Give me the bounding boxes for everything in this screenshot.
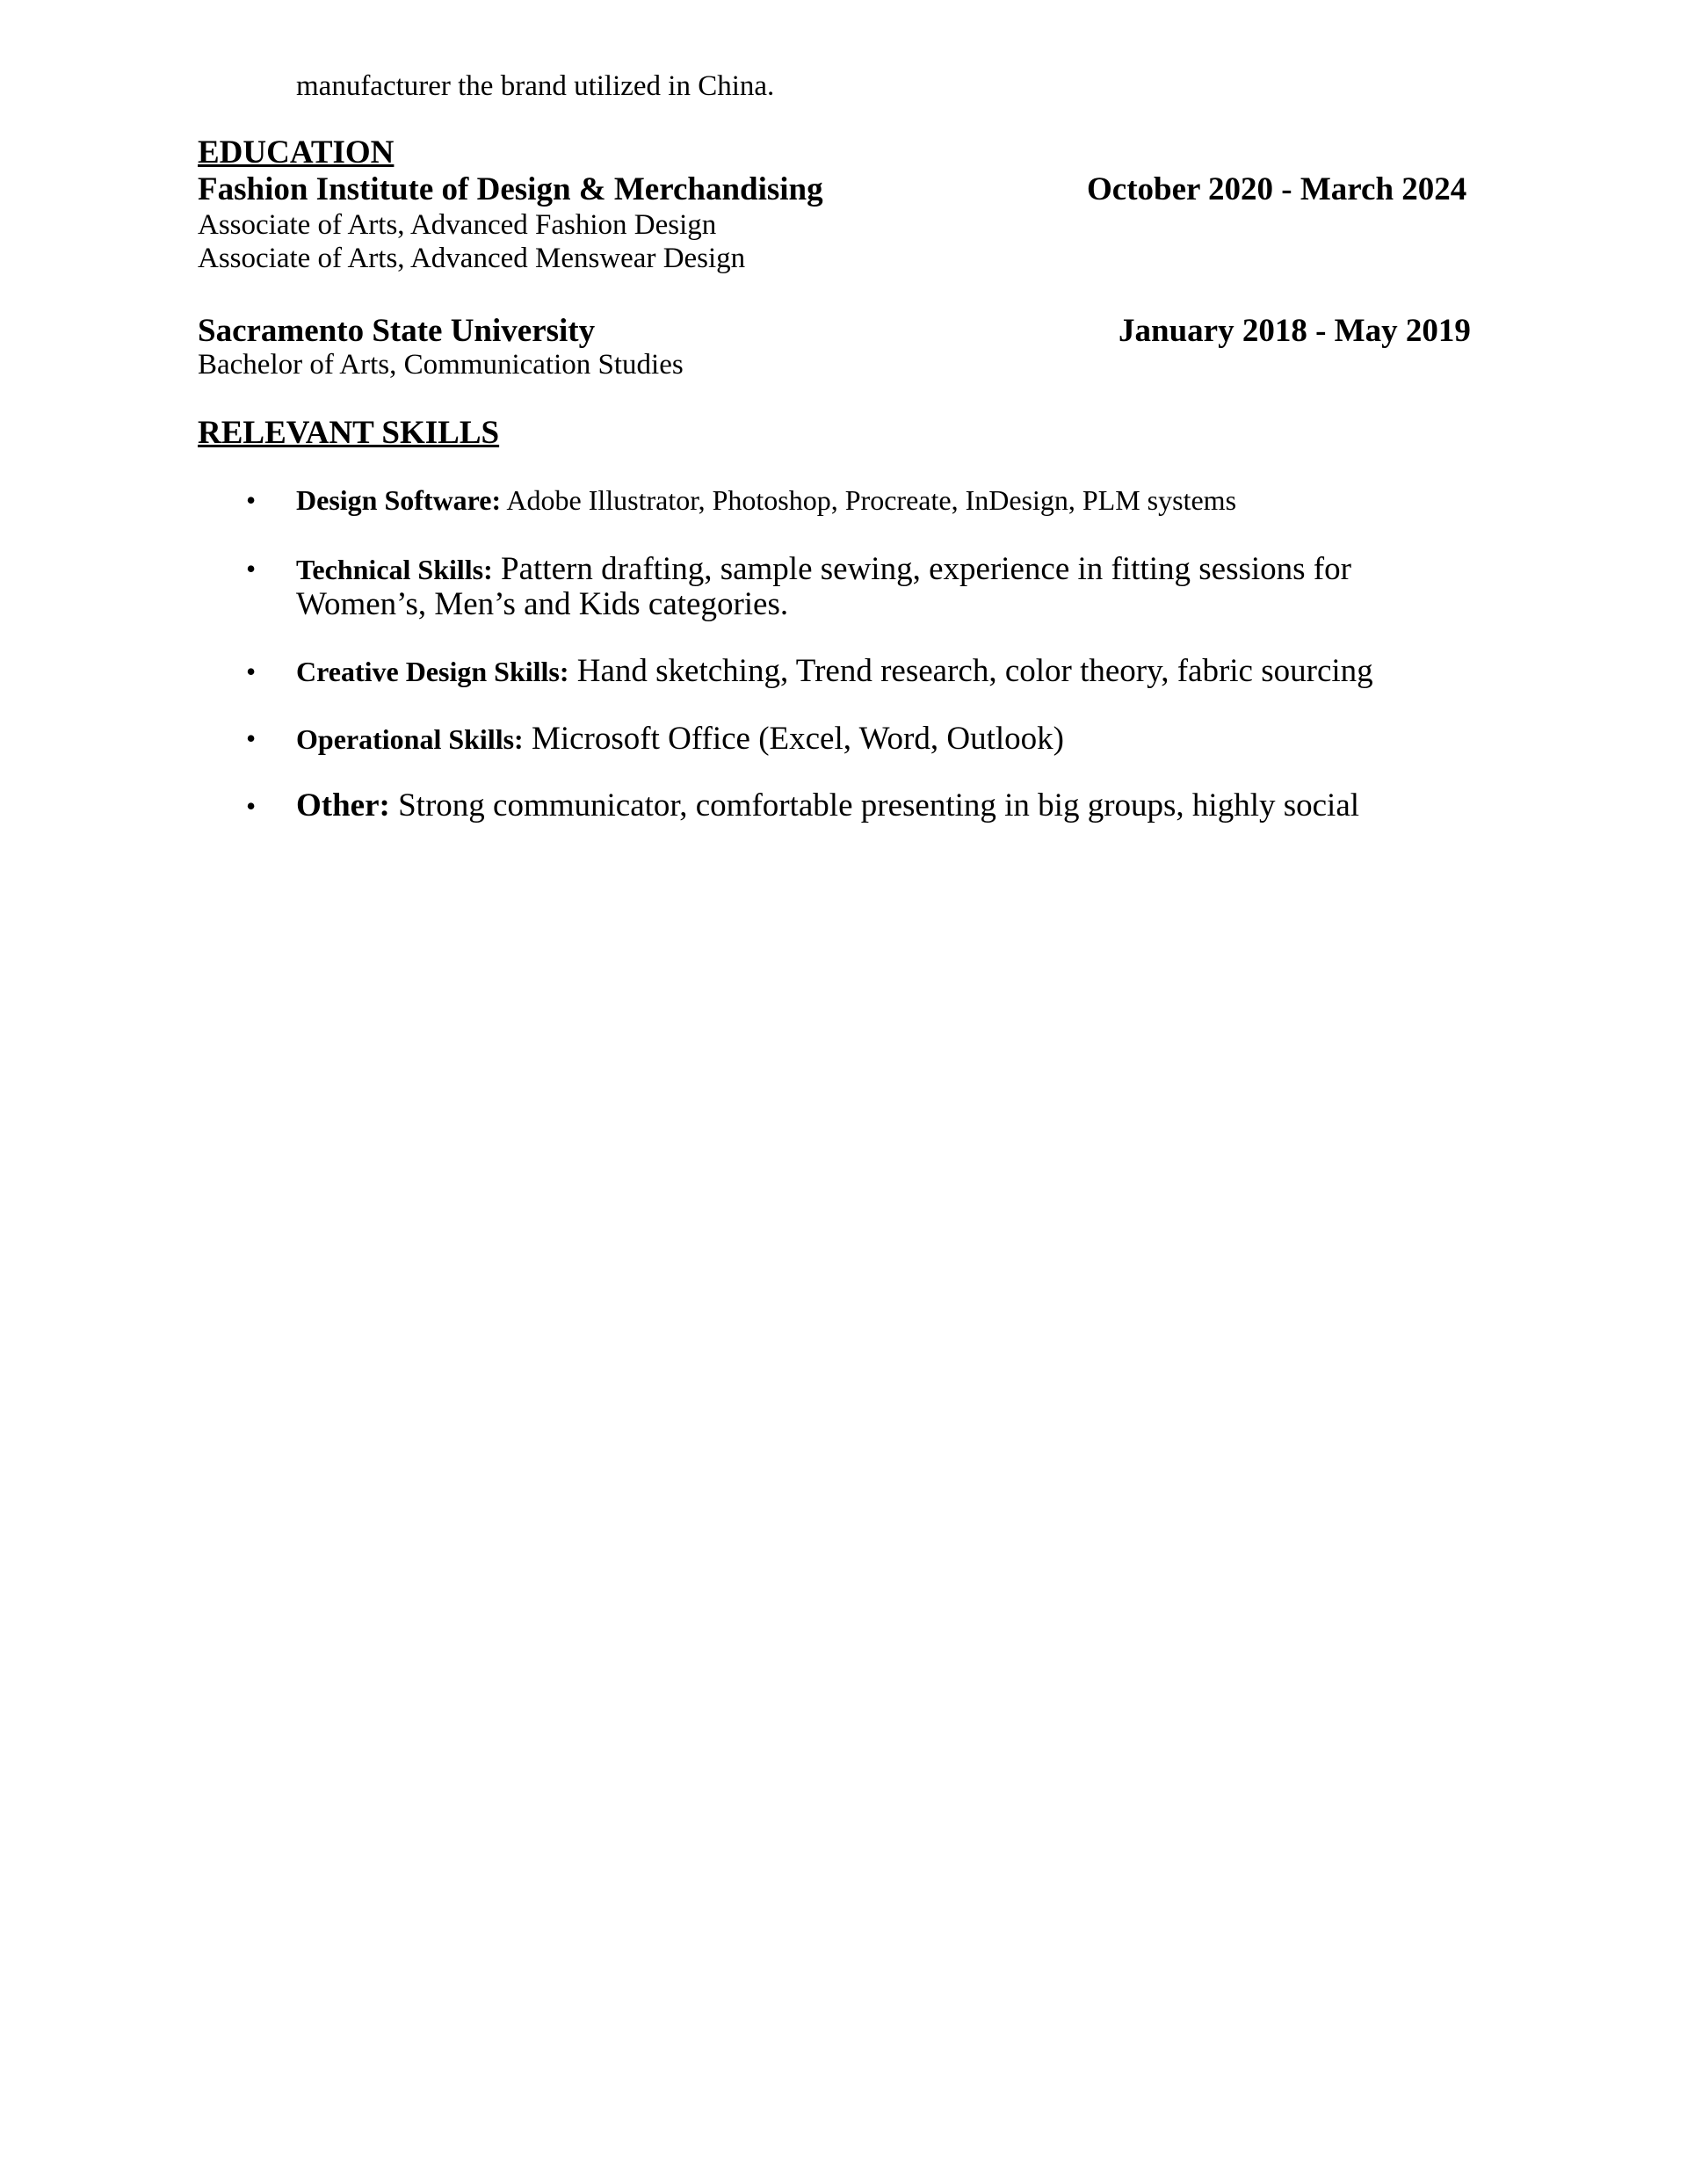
bullet-icon: • (246, 790, 257, 822)
skill-item-technical-continued: Women’s, Men’s and Kids categories. (296, 586, 789, 622)
skill-item-design-software (296, 486, 1236, 514)
skill-label: Other: (296, 787, 390, 824)
degree-menswear-design: Associate of Arts, Advanced Menswear Design (198, 243, 746, 274)
skill-item-other (296, 789, 1359, 822)
skill-detail: Adobe Illustrator, Photoshop, Procreate, InDesign, PLM systems (501, 484, 1237, 516)
previous-section-continuation: manufacturer the brand utilized in China. (296, 70, 775, 102)
bullet-icon: • (246, 484, 257, 516)
skill-label: Creative Design Skills: (296, 656, 569, 687)
skill-detail: Microsoft Office (Excel, Word, Outlook) (523, 721, 1064, 757)
degree-communication-studies: Bachelor of Arts, Communication Studies (198, 349, 684, 381)
education-heading: EDUCATION (198, 134, 395, 171)
bullet-icon: • (246, 553, 257, 584)
skill-detail: Strong communicator, comfortable presenting in big groups, highly social (389, 787, 1360, 824)
school-name-sacramento-state: Sacramento State University (198, 313, 596, 349)
skill-detail: Pattern drafting, sample sewing, experience in fitting sessions for (492, 551, 1351, 587)
bullet-icon: • (246, 656, 257, 687)
bullet-icon: • (246, 722, 257, 754)
skills-heading: RELEVANT SKILLS (198, 415, 500, 451)
skill-label: Technical Skills: (296, 554, 493, 585)
skill-item-creative-design (296, 655, 1373, 687)
school-name-fidm: Fashion Institute of Design & Merchandising (198, 171, 823, 207)
school-dates-sacramento-state: January 2018 - May 2019 (1119, 313, 1471, 349)
skill-detail: Hand sketching, Trend research, color theory, fabric sourcing (568, 653, 1373, 689)
degree-fashion-design: Associate of Arts, Advanced Fashion Design (198, 209, 717, 241)
skill-item-operational (296, 722, 1064, 755)
skill-label: Design Software: (296, 484, 502, 516)
skill-label: Operational Skills: (296, 723, 524, 755)
school-dates-fidm: October 2020 - March 2024 (1087, 171, 1467, 207)
skill-item-technical (296, 553, 1351, 585)
